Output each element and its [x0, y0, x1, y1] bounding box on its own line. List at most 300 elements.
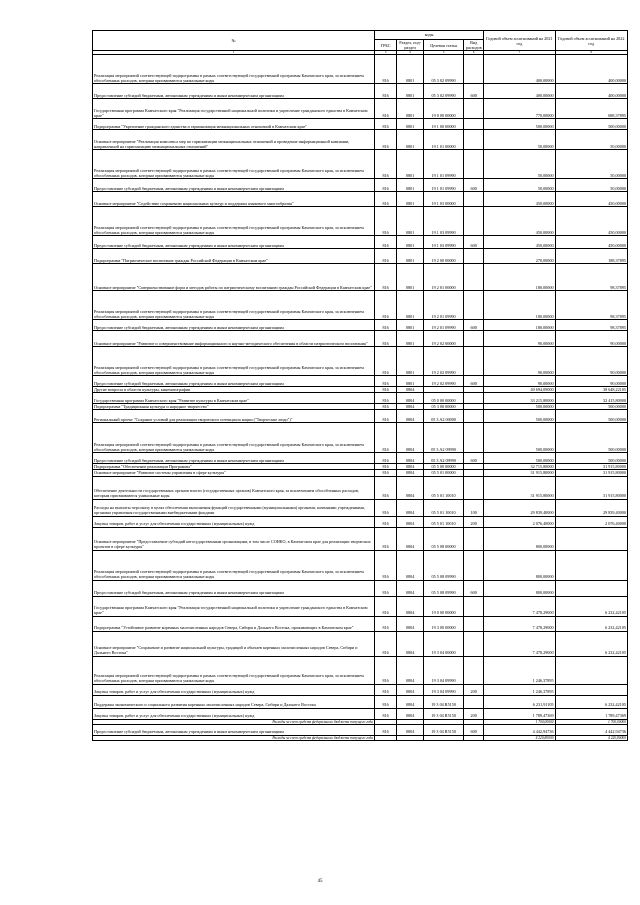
row-section-cell: 0804	[397, 393, 424, 404]
row-volume-2021-cell: 500,00000	[484, 404, 555, 410]
row-volume-2021-cell: 7 478,29000	[484, 616, 555, 631]
index-cell: 7	[484, 51, 555, 55]
row-volume-2021-cell: 180,00000	[484, 291, 555, 320]
row-section-cell: 0801	[397, 150, 424, 179]
row-expense-type-cell	[464, 735, 484, 740]
row-grbs-cell: 816	[374, 387, 396, 393]
row-target-article-cell: 19 1 03 00000	[424, 192, 464, 207]
row-name-cell: Основное мероприятие "Сохранение и развитие национальной культуры, традиций и обычаев коренных малочисленных народов Севера, Сибири и Дальнего Востока"	[93, 631, 375, 656]
row-volume-2022-cell: 450,00000	[555, 192, 627, 207]
table-row	[93, 580, 628, 596]
row-volume-2021-cell: 500,00000	[484, 410, 555, 423]
row-name-cell: Основное мероприятие "Содействие сохранению национальных культур и поддержка языкового многообразия"	[93, 192, 375, 207]
row-target-article-cell: 05 5 08 09990	[424, 580, 464, 596]
row-name-cell: Реализация мероприятий соответствующей подпрограммы в рамках соответствующей государственной программы Камчатского края, за исключением обособленных расходов, которым присваиваются уникальные коды	[93, 291, 375, 320]
row-section-cell: 0801	[397, 130, 424, 150]
header-volume-2022: Годовой объем ассигнований на 2022 год	[555, 31, 627, 51]
row-name-cell: Расходы на выплаты персоналу в целях обеспечения выполнения функций государственными (муниципальными) органами, казенными учреждениями, органами управления государственными внебюджетными фондами	[93, 499, 375, 516]
row-target-article-cell: 05 5 01 10010	[424, 476, 464, 499]
row-name-cell: Закупка товаров, работ и услуг для обеспечения государственных (муниципальных) нужд	[93, 684, 375, 695]
row-expense-type-cell	[464, 476, 484, 499]
row-grbs-cell: 816	[374, 499, 396, 516]
row-expense-type-cell	[464, 264, 484, 291]
row-expense-type-cell	[464, 99, 484, 119]
row-grbs-cell: 816	[374, 470, 396, 476]
row-section-cell: 0804	[397, 684, 424, 695]
index-cell: 8	[555, 51, 627, 55]
row-volume-2021-cell: 6 231,91105	[484, 695, 555, 708]
row-section-cell: 0804	[397, 516, 424, 527]
row-name-cell: Основное мероприятие "Развитие системы управления в сфере культуры"	[93, 470, 375, 476]
row-grbs-cell: 816	[374, 724, 396, 735]
row-volume-2021-cell: 90,00000	[484, 331, 555, 347]
row-name-cell: Предоставление субсидий бюджетным, автономным учреждениям и иным некоммерческим организациям	[93, 580, 375, 596]
row-section-cell: 0804	[397, 453, 424, 464]
row-volume-2022-cell: 98,37895	[555, 264, 627, 291]
row-volume-2022-cell: 38 648,22105	[555, 387, 627, 393]
row-section-cell: 0804	[397, 499, 424, 516]
row-section-cell: 0801	[397, 320, 424, 331]
row-section-cell: 0801	[397, 264, 424, 291]
row-target-article-cell: 05 3 00 00000	[424, 404, 464, 410]
row-expense-type-cell	[464, 550, 484, 580]
row-expense-type-cell	[464, 695, 484, 708]
row-section-cell: 0804	[397, 404, 424, 410]
header-expense-type: Вид расходов	[464, 40, 484, 51]
row-expense-type-cell: 100	[464, 499, 484, 516]
table-row	[93, 376, 628, 387]
table-row	[93, 616, 628, 631]
row-volume-2021-cell: 180,00000	[484, 320, 555, 331]
row-expense-type-cell: 600	[464, 236, 484, 249]
row-grbs-cell: 816	[374, 616, 396, 631]
table-row	[93, 84, 628, 99]
row-volume-2022-cell: 4 442,94736	[555, 724, 627, 735]
row-target-article-cell: 05 3 02 09990	[424, 55, 464, 84]
row-grbs-cell: 816	[374, 291, 396, 320]
row-section-cell: 0804	[397, 580, 424, 596]
table-row	[93, 516, 628, 527]
row-name-cell: Расходы за счет средств федерального бюджета текущего года	[93, 719, 375, 724]
row-section-cell: 0804	[397, 724, 424, 735]
row-section-cell: 0801	[397, 376, 424, 387]
table-row	[93, 331, 628, 347]
table-row	[93, 119, 628, 130]
row-grbs-cell: 816	[374, 393, 396, 404]
row-grbs-cell: 816	[374, 596, 396, 616]
row-target-article-cell: 19 2 02 00000	[424, 331, 464, 347]
row-grbs-cell: 816	[374, 631, 396, 656]
row-name-cell: Предоставление субсидий бюджетным, автономным учреждениям и иным некоммерческим организациям	[93, 179, 375, 192]
header-grbs: ГРБС	[374, 40, 396, 51]
row-section-cell	[397, 735, 424, 740]
row-volume-2021-cell: 31 915,80000	[484, 476, 555, 499]
row-volume-2022-cell: 450,00000	[555, 207, 627, 236]
row-expense-type-cell: 600	[464, 84, 484, 99]
row-target-article-cell: 19 2 01 00000	[424, 264, 464, 291]
row-target-article-cell: 19 1 03 09990	[424, 236, 464, 249]
row-expense-type-cell	[464, 207, 484, 236]
index-cell: 6	[464, 51, 484, 55]
row-volume-2021-cell: 800,00000	[484, 527, 555, 550]
row-volume-2021-cell: 500,00000	[484, 423, 555, 453]
row-name-cell: Основное мероприятие "Предоставление субсидий негосударственным организациям, в том числе СОНКО, в Камчатском крае для реализации творческих проектов в сфере культуры"	[93, 527, 375, 550]
table-row	[93, 347, 628, 376]
header-number: №	[93, 31, 375, 51]
table-row	[93, 724, 628, 735]
row-volume-2022-cell: 90,00000	[555, 331, 627, 347]
row-volume-2022-cell: 50,00000	[555, 179, 627, 192]
row-target-article-cell: 05 3 A2 09990	[424, 423, 464, 453]
row-volume-2021-cell: 29 839,40000	[484, 499, 555, 516]
row-section-cell: 0801	[397, 207, 424, 236]
row-target-article-cell: 19 3 04 R5150	[424, 724, 464, 735]
row-section-cell: 0804	[397, 464, 424, 470]
row-target-article-cell: 19 3 04 00000	[424, 631, 464, 656]
row-grbs-cell: 816	[374, 464, 396, 470]
row-target-article-cell: 05 5 01 10010	[424, 516, 464, 527]
row-name-cell: Закупка товаров, работ и услуг для обеспечения государственных (муниципальных) нужд	[93, 708, 375, 719]
row-section-cell: 0801	[397, 192, 424, 207]
row-volume-2021-cell: 50,00000	[484, 130, 555, 150]
row-target-article-cell	[424, 735, 464, 740]
page-number: 45	[317, 879, 323, 884]
table-row	[93, 499, 628, 516]
row-section-cell: 0801	[397, 236, 424, 249]
row-section-cell: 0801	[397, 119, 424, 130]
row-grbs-cell: 816	[374, 453, 396, 464]
row-name-cell: Реализация мероприятий соответствующей подпрограммы в рамках соответствующей государственной программы Камчатского края, за исключением обособленных расходов, которым присваиваются уникальные коды	[93, 150, 375, 179]
row-volume-2022-cell: 90,00000	[555, 347, 627, 376]
index-cell: 4	[397, 51, 424, 55]
row-volume-2021-cell: 40 694,09000	[484, 387, 555, 393]
table-row	[93, 264, 628, 291]
row-volume-2022-cell	[555, 684, 627, 695]
table-row	[93, 207, 628, 236]
row-name-cell: Государственная программа Камчатского края "Реализация государственной национальной политики и укрепление гражданского единства в Камчатском крае"	[93, 596, 375, 616]
row-volume-2022-cell	[555, 527, 627, 550]
row-name-cell: Основное мероприятие "Развитие и совершенствование информационного и научно-методического обеспечения в области патриотического воспитания"	[93, 331, 375, 347]
row-volume-2022-cell: 98,37895	[555, 291, 627, 320]
row-grbs-cell: 816	[374, 207, 396, 236]
row-volume-2022-cell: 1 789,47369	[555, 708, 627, 719]
row-volume-2022-cell: 188,37895	[555, 249, 627, 264]
row-volume-2021-cell: 270,00000	[484, 249, 555, 264]
header-section: Раздел, под-раздел	[397, 40, 424, 51]
row-target-article-cell: 19 3 04 R5150	[424, 695, 464, 708]
row-volume-2022-cell: 2 076,40000	[555, 516, 627, 527]
row-volume-2022-cell: 500,00000	[555, 453, 627, 464]
row-volume-2021-cell: 450,00000	[484, 207, 555, 236]
row-grbs-cell: 816	[374, 516, 396, 527]
table-row	[93, 410, 628, 423]
row-volume-2021-cell: 7 478,29000	[484, 631, 555, 656]
index-cell: 1	[93, 51, 375, 55]
table-row	[93, 550, 628, 580]
row-expense-type-cell	[464, 596, 484, 616]
row-grbs-cell: 816	[374, 320, 396, 331]
row-volume-2022-cell: 500,00000	[555, 410, 627, 423]
row-expense-type-cell	[464, 119, 484, 130]
row-section-cell: 0804	[397, 387, 424, 393]
row-volume-2022-cell	[555, 656, 627, 684]
row-section-cell: 0804	[397, 423, 424, 453]
row-expense-type-cell	[464, 393, 484, 404]
row-expense-type-cell: 200	[464, 516, 484, 527]
row-volume-2021-cell: 4 220,80000	[484, 735, 555, 740]
row-volume-2022-cell: 1 700,00000	[555, 719, 627, 724]
row-volume-2022-cell: 31 915,80000	[555, 476, 627, 499]
row-expense-type-cell	[464, 331, 484, 347]
row-volume-2021-cell: 180,00000	[484, 264, 555, 291]
row-volume-2021-cell: 1 246,37895	[484, 656, 555, 684]
row-volume-2022-cell: 98,37895	[555, 320, 627, 331]
row-section-cell: 0804	[397, 656, 424, 684]
row-volume-2022-cell: 400,00000	[555, 55, 627, 84]
row-volume-2021-cell: 400,00000	[484, 55, 555, 84]
row-target-article-cell: 05 0 00 00000	[424, 393, 464, 404]
row-target-article-cell: 19 2 02 09990	[424, 376, 464, 387]
row-volume-2021-cell: 32 715,80000	[484, 464, 555, 470]
table-row	[93, 179, 628, 192]
row-name-cell: Реализация мероприятий соответствующей подпрограммы в рамках соответствующей государственной программы Камчатского края, за исключением обособленных расходов, которым присваиваются уникальные коды	[93, 207, 375, 236]
row-volume-2022-cell	[555, 550, 627, 580]
row-target-article-cell: 05 5 00 00000	[424, 464, 464, 470]
row-target-article-cell: 19 2 00 00000	[424, 249, 464, 264]
row-section-cell: 0804	[397, 550, 424, 580]
row-volume-2022-cell: 50,00000	[555, 150, 627, 179]
header-codes-group: коды	[374, 31, 483, 40]
row-volume-2021-cell: 2 076,40000	[484, 516, 555, 527]
row-volume-2021-cell: 800,00000	[484, 550, 555, 580]
row-name-cell: Подпрограмма "Патриотическое воспитание граждан Российской Федерации в Камчатском крае"	[93, 249, 375, 264]
row-section-cell: 0804	[397, 470, 424, 476]
row-grbs-cell: 816	[374, 656, 396, 684]
row-target-article-cell: 05 5 08 09990	[424, 550, 464, 580]
row-target-article-cell: 19 2 01 09990	[424, 320, 464, 331]
row-expense-type-cell	[464, 656, 484, 684]
row-expense-type-cell	[464, 55, 484, 84]
row-expense-type-cell: 600	[464, 179, 484, 192]
row-expense-type-cell	[464, 291, 484, 320]
row-volume-2021-cell: 1 700,00000	[484, 719, 555, 724]
row-name-cell: Предоставление субсидий бюджетным, автономным учреждениям и иным некоммерческим организациям	[93, 376, 375, 387]
row-volume-2021-cell: 31 915,80000	[484, 470, 555, 476]
index-cell: 3	[374, 51, 396, 55]
row-expense-type-cell	[464, 150, 484, 179]
table-row	[93, 55, 628, 84]
row-section-cell: 0804	[397, 631, 424, 656]
table-row	[93, 423, 628, 453]
table-row	[93, 99, 628, 119]
row-name-cell: Подпрограмма "Устойчивое развитие коренных малочисленных народов Севера, Сибири и Дальнего Востока, проживающих в Камчатском крае"	[93, 616, 375, 631]
row-volume-2021-cell: 90,00000	[484, 347, 555, 376]
table-row	[93, 656, 628, 684]
row-name-cell: Закупка товаров, работ и услуг для обеспечения государственных (муниципальных) нужд	[93, 516, 375, 527]
row-volume-2022-cell: 31 915,80000	[555, 470, 627, 476]
row-target-article-cell: 19 1 01 00000	[424, 130, 464, 150]
row-section-cell: 0804	[397, 708, 424, 719]
row-name-cell: Государственная программа Камчатского края "Реализация государственной национальной политики и укрепление гражданского единства в Камчатском крае"	[93, 99, 375, 119]
row-section-cell: 0801	[397, 179, 424, 192]
row-name-cell: Реализация мероприятий соответствующей подпрограммы в рамках соответствующей государственной программы Камчатского края, за исключением обособленных расходов, которым присваиваются уникальные коды	[93, 55, 375, 84]
row-grbs-cell: 816	[374, 527, 396, 550]
row-grbs-cell: 816	[374, 376, 396, 387]
row-target-article-cell: 19 2 01 09990	[424, 291, 464, 320]
table-row	[93, 596, 628, 616]
row-volume-2022-cell	[555, 580, 627, 596]
table-row	[93, 695, 628, 708]
row-expense-type-cell: 600	[464, 580, 484, 596]
row-section-cell: 0804	[397, 476, 424, 499]
row-grbs-cell: 816	[374, 264, 396, 291]
row-section-cell: 0801	[397, 291, 424, 320]
row-volume-2022-cell: 6 232,42105	[555, 596, 627, 616]
table-row	[93, 192, 628, 207]
table-row-note	[93, 735, 628, 740]
row-name-cell: Реализация мероприятий соответствующей подпрограммы в рамках соответствующей государственной программы Камчатского края, за исключением обособленных расходов, которым присваиваются уникальные коды	[93, 550, 375, 580]
row-expense-type-cell	[464, 192, 484, 207]
table-row	[93, 249, 628, 264]
row-name-cell: Основное мероприятие "Совершенствование форм и методов работы по патриотическому воспитанию граждан Российской Федерации в Камчатском крае"	[93, 264, 375, 291]
row-grbs-cell: 816	[374, 192, 396, 207]
row-grbs-cell: 816	[374, 708, 396, 719]
row-name-cell: Подпрограмма "Укрепление гражданского единства и гармонизация межнациональных отношений в Камчатском крае"	[93, 119, 375, 130]
row-target-article-cell: 19 3 04 09990	[424, 684, 464, 695]
row-grbs-cell: 816	[374, 249, 396, 264]
row-expense-type-cell: 600	[464, 453, 484, 464]
row-expense-type-cell: 200	[464, 708, 484, 719]
row-section-cell: 0804	[397, 616, 424, 631]
row-volume-2022-cell: 500,00000	[555, 119, 627, 130]
row-expense-type-cell: 600	[464, 320, 484, 331]
row-expense-type-cell	[464, 249, 484, 264]
row-volume-2022-cell: 400,00000	[555, 84, 627, 99]
row-target-article-cell: 05 3 A2 00000	[424, 410, 464, 423]
row-volume-2021-cell: 1 789,47369	[484, 708, 555, 719]
row-target-article-cell: 19 1 01 09990	[424, 179, 464, 192]
row-grbs-cell: 816	[374, 119, 396, 130]
row-section-cell: 0801	[397, 99, 424, 119]
row-name-cell: Подпрограмма "Обеспечение реализации Программы"	[93, 464, 375, 470]
row-volume-2022-cell: 32 415,80000	[555, 393, 627, 404]
table-row	[93, 291, 628, 320]
row-target-article-cell: 05 5 08 00000	[424, 527, 464, 550]
row-volume-2021-cell: 500,00000	[484, 453, 555, 464]
row-grbs-cell: 816	[374, 684, 396, 695]
row-expense-type-cell	[464, 616, 484, 631]
row-section-cell: 0801	[397, 331, 424, 347]
row-volume-2021-cell: 50,00000	[484, 179, 555, 192]
row-volume-2022-cell: 4 220,80000	[555, 735, 627, 740]
row-name-cell: Реализация мероприятий соответствующей подпрограммы в рамках соответствующей государственной программы Камчатского края, за исключением обособленных расходов, которым присваиваются уникальные коды	[93, 347, 375, 376]
row-volume-2022-cell: 500,00000	[555, 404, 627, 410]
index-cell: 5	[424, 51, 464, 55]
row-volume-2021-cell: 90,00000	[484, 376, 555, 387]
row-expense-type-cell	[464, 130, 484, 150]
row-section-cell: 0801	[397, 249, 424, 264]
row-target-article-cell: 19 1 01 09990	[424, 150, 464, 179]
row-name-cell: Подпрограмма "Традиционная культура и народное творчество"	[93, 404, 375, 410]
table-row	[93, 684, 628, 695]
table-row	[93, 708, 628, 719]
row-volume-2021-cell: 33 215,80000	[484, 393, 555, 404]
row-grbs-cell: 816	[374, 99, 396, 119]
row-volume-2022-cell: 6 232,42105	[555, 631, 627, 656]
row-section-cell: 0804	[397, 596, 424, 616]
row-name-cell: Расходы за счет средств федерального бюджета текущего года	[93, 735, 375, 740]
row-section-cell: 0804	[397, 527, 424, 550]
row-volume-2021-cell: 50,00000	[484, 150, 555, 179]
row-name-cell: Предоставление субсидий бюджетным, автономным учреждениям и иным некоммерческим организациям	[93, 320, 375, 331]
row-section-cell: 0804	[397, 695, 424, 708]
row-expense-type-cell	[464, 347, 484, 376]
row-grbs-cell	[374, 735, 396, 740]
row-name-cell: Предоставление субсидий бюджетным, автономным учреждениям и иным некоммерческим организациям	[93, 236, 375, 249]
row-name-cell: Другие вопросы в области культуры, кинематографии	[93, 387, 375, 393]
row-name-cell: Реализация мероприятий соответствующей подпрограммы в рамках соответствующей государственной программы Камчатского края, за исключением обособленных расходов, которым присваиваются уникальные коды	[93, 423, 375, 453]
row-volume-2022-cell: 90,00000	[555, 376, 627, 387]
row-name-cell: Основное мероприятие "Реализация комплекса мер по гармонизации межнациональных отношений и проведение информационной кампании, направленной на гармонизацию межнациональных отношений"	[93, 130, 375, 150]
row-target-article-cell: 19 3 04 09990	[424, 656, 464, 684]
row-volume-2022-cell: 500,00000	[555, 423, 627, 453]
row-grbs-cell: 816	[374, 347, 396, 376]
row-target-article-cell: 05 3 02 09990	[424, 84, 464, 99]
row-target-article-cell: 05 3 A2 09990	[424, 453, 464, 464]
table-row	[93, 453, 628, 464]
row-volume-2022-cell: 6 232,42105	[555, 616, 627, 631]
table-row	[93, 130, 628, 150]
table-row	[93, 236, 628, 249]
row-expense-type-cell: 600	[464, 724, 484, 735]
row-volume-2022-cell: 31 915,80000	[555, 464, 627, 470]
table-row	[93, 631, 628, 656]
budget-table	[92, 30, 628, 741]
row-grbs-cell: 816	[374, 84, 396, 99]
row-target-article-cell: 19 1 00 00000	[424, 119, 464, 130]
row-name-cell: Предоставление субсидий бюджетным, автономным учреждениям и иным некоммерческим организациям	[93, 453, 375, 464]
row-name-cell: Предоставление субсидий бюджетным, автономным учреждениям и иным некоммерческим организациям	[93, 84, 375, 99]
table-row	[93, 476, 628, 499]
row-volume-2021-cell: 4 442,94736	[484, 724, 555, 735]
table-row	[93, 150, 628, 179]
row-expense-type-cell	[464, 527, 484, 550]
row-expense-type-cell: 200	[464, 684, 484, 695]
header-volume-2021: Годовой объем ассигнований на 2021 год	[484, 31, 555, 51]
row-section-cell: 0801	[397, 55, 424, 84]
header-target-article: Целевая статья	[424, 40, 464, 51]
row-grbs-cell: 816	[374, 410, 396, 423]
row-grbs-cell: 816	[374, 179, 396, 192]
row-grbs-cell: 816	[374, 580, 396, 596]
row-grbs-cell: 816	[374, 236, 396, 249]
row-grbs-cell: 816	[374, 331, 396, 347]
row-volume-2022-cell: 688,37895	[555, 99, 627, 119]
row-volume-2021-cell: 400,00000	[484, 84, 555, 99]
row-name-cell: Реализация мероприятий соответствующей подпрограммы в рамках соответствующей государственной программы Камчатского края, за исключением обособленных расходов, которым присваиваются уникальные коды	[93, 656, 375, 684]
row-volume-2021-cell: 770,00000	[484, 99, 555, 119]
row-grbs-cell: 816	[374, 150, 396, 179]
row-expense-type-cell	[464, 410, 484, 423]
row-volume-2021-cell: 500,00000	[484, 119, 555, 130]
row-name-cell: Обеспечение деятельности государственных органов власти (государственных органов) Камчатского края, за исключением обособленных расходов, которым присваиваются уникальные коды	[93, 476, 375, 499]
row-volume-2022-cell: 450,00000	[555, 236, 627, 249]
table-row	[93, 527, 628, 550]
row-volume-2021-cell: 450,00000	[484, 236, 555, 249]
row-name-cell: Государственная программа Камчатского края "Развитие культуры в Камчатском крае"	[93, 393, 375, 404]
row-section-cell: 0801	[397, 84, 424, 99]
row-target-article-cell: 19 0 00 00000	[424, 99, 464, 119]
